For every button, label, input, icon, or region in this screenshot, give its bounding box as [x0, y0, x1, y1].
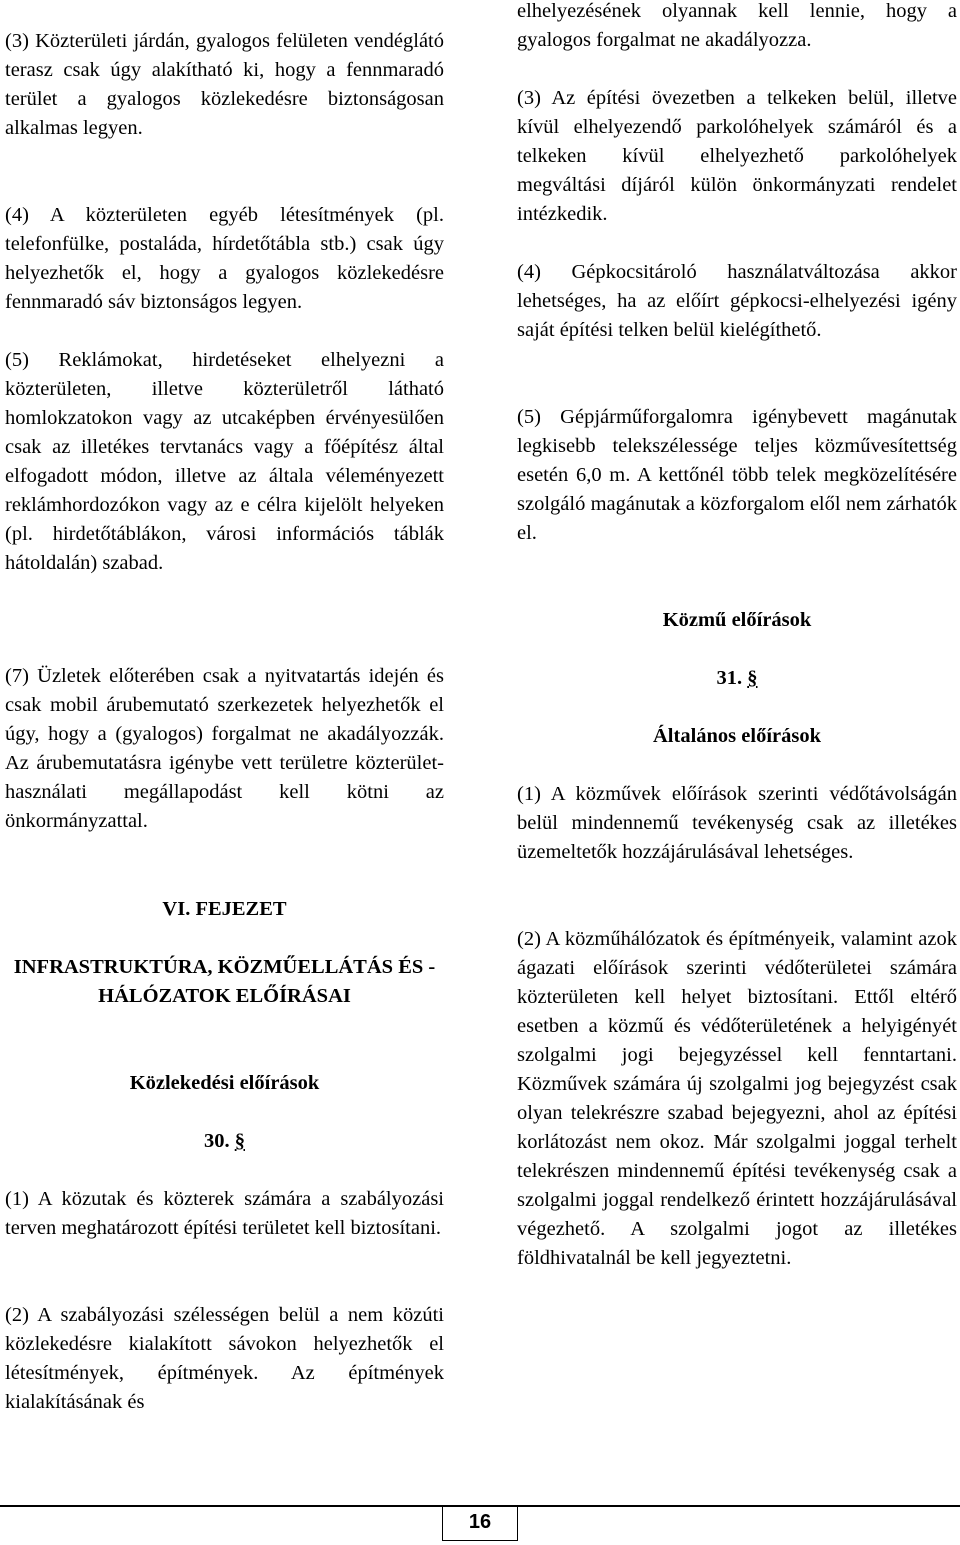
- section-heading-31: [517, 664, 957, 693]
- paragraph-maganutak: (5) Gépjárműforgalomra igénybevett magánutak legkisebb telekszélessége teljes közművesítettség esetén 6,0 m. A kettőnél több telek megközelítésére szolgáló magánutak a közforgalom elől nem zárhatók el.: [517, 406, 957, 544]
- paragraph-gepkocsitarolo: (4) Gépkocsitároló használatváltozása akkor lehetséges, ha az előírt gépkocsi-elhelyezési igény saját építési telken belül kielégíthető.: [517, 261, 957, 341]
- section-number: 30.: [204, 1130, 230, 1152]
- chapter-title: INFRASTRUKTÚRA, KÖZMŰELLÁTÁS ÉS - HÁLÓZATOK ELŐÍRÁSAI: [13, 956, 436, 1007]
- paragraph-kozutak: (1) A közutak és közterek számára a szabályozási terven meghatározott építési területet kell biztosítani.: [5, 1188, 444, 1239]
- paragraph-letesitmenyek: (4) A közterületen egyéb létesítmények (pl. telefonfülke, postaláda, hírdetőtábla stb.) csak úgy helyezhetők el, hogy a gyalogos közlekedésre fennmaradó sáv biztonságos legyen.: [5, 204, 444, 313]
- heading-kozmu: Közmű előírások: [662, 609, 812, 631]
- paragraph-elhelyezes: elhelyezésének olyannak kell lennie, hogy a gyalogos forgalmat ne akadályozza.: [517, 0, 957, 51]
- section-sign: §: [234, 1130, 245, 1152]
- page-number: 16: [442, 1505, 518, 1541]
- paragraph-kozmuhalozatok: (2) A közműhálózatok és építményeik, valamint azok ágazati előírások szerinti védőterületei számára közterületen kell helyet biztosítani. Ettől eltérő esetben a közmű és védőterületének a helyigényét szolgalmi jogi bejegyzéssel kell fenntartani. Közművek számára új szolgalmi jog bejegyzést csak olyan telekrészre szabad bejegyezni, ahol az építési korlátozást nem okoz. Már szolgalmi joggal terhelt telekrészen mindennemű építési tevékenység csak a szolgalmi joggal rendelkező érintett hozzájárulásával végezhető. A szolgalmi jogot az illetékes földhivatalnál be kell jegyeztetni.: [517, 928, 957, 1269]
- paragraph-terasz: (3) Közterületi járdán, gyalogos felületen vendéglátó terasz csak úgy alakítható ki, hogy a fennmaradó terület a gyalogos közlekedésre biztonságosan alkalmas legyen.: [5, 30, 444, 139]
- heading-altalanos: Általános előírások: [653, 725, 821, 747]
- section-sign: §: [747, 667, 758, 689]
- paragraph-szabalyozasi: (2) A szabályozási szélességen belül a nem közúti közlekedésre kialakított sávokon helyezhetők el létesítmények, építmények. Az építmények kialakításának és: [5, 1304, 444, 1413]
- chapter-number: VI. FEJEZET: [162, 898, 287, 920]
- paragraph-uzletek: (7) Üzletek előterében csak a nyitvatartás idején és csak mobil árubemutató szerkezetek helyezhetők el úgy, hogy a (gyalogos) forgalmat ne akadályozzák. Az árubemutatásra igénybe vett területre közterület-használati megállapodást kell kötni az önkormányzattal.: [5, 665, 444, 832]
- section-number: 31.: [716, 667, 743, 689]
- section-subtitle: Közlekedési előírások: [129, 1072, 320, 1094]
- paragraph-vedotavolsag: (1) A közművek előírások szerinti védőtávolságán belül mindennemű tevékenység csak az illetékes üzemeltetők hozzájárulásával lehetséges.: [517, 783, 957, 863]
- section-heading-30: [5, 1127, 444, 1156]
- paragraph-reklamok: (5) Reklámokat, hirdetéseket elhelyezni a közterületen, illetve közterületről látható homlokzatokon vagy az utcaképben érvényesülően csak az illetékes tervtanács vagy a főépítész által elfogadott módon, illetve az általa véleményezett reklámhordozókon vagy az e célra kijelölt helyeken (pl. hirdetőtáblákon, városi információs táblák hátoldalán) szabad.: [5, 349, 444, 574]
- paragraph-parkolohelyek: (3) Az építési övezetben a telkeken belül, illetve kívül elhelyezendő parkolóhelyek számáról és a telkeken kívül elhelyezhető parkolóhelyek megváltási díjáról külön önkormányzati rendelet intézkedik.: [517, 87, 957, 225]
